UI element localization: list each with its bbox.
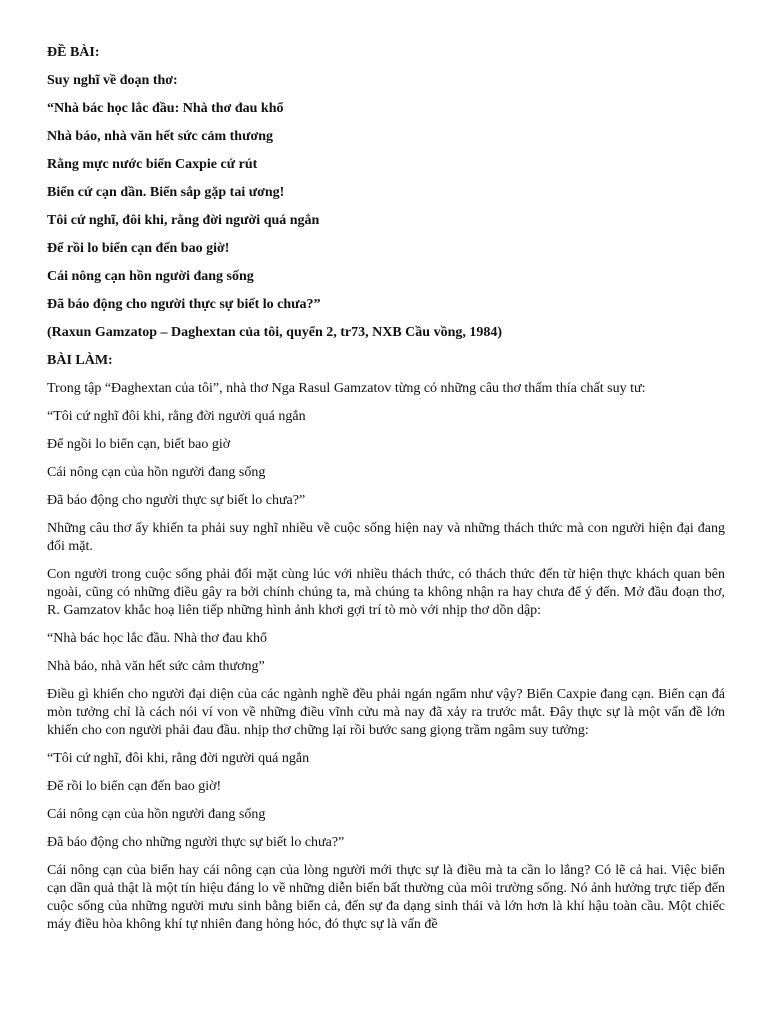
poem-citation: (Raxun Gamzatop – Daghextan của tôi, quyển 2, tr73, NXB Cầu vồng, 1984) <box>47 325 503 340</box>
quote-line: Cái nông cạn của hồn người đang sống <box>47 465 266 480</box>
quote-line: “Tôi cứ nghĩ, đôi khi, rằng đời người quá ngắn <box>47 751 310 766</box>
poem-line-8: Đã báo động cho người thực sự biết lo chưa?” <box>47 297 321 312</box>
poem-line-1: “Nhà bác học lắc đầu: Nhà thơ đau khổ <box>47 101 284 116</box>
body-paragraph: Con người trong cuộc sống phải đối mặt cùng lúc với nhiều thách thức, có thách thức đến từ hiện thực khách quan bên ngoài, cũng có những điều gây ra bởi chính chúng ta, mà chúng ta không nhận ra hay chưa để ý đến. Mở đầu đoạn thơ, R. Gamzatov khắc hoạ liên tiếp những hình ảnh khơi gợi trí tò mò với nhịp thơ dồn dập: <box>47 567 725 618</box>
document-body <box>47 44 725 944</box>
quote-line: Để ngồi lo biển cạn, biết bao giờ <box>47 437 231 452</box>
heading-de-bai: ĐỀ BÀI: <box>47 45 100 60</box>
heading-bai-lam: BÀI LÀM: <box>47 353 113 368</box>
quote-line: Đã báo động cho những người thực sự biết lo chưa?” <box>47 835 345 850</box>
poem-line-3: Rằng mực nước biển Caxpie cứ rút <box>47 157 258 172</box>
poem-line-6: Để rồi lo biển cạn đến bao giờ! <box>47 241 230 256</box>
body-paragraph: Cái nông cạn của biển hay cái nông cạn của lòng người mới thực sự là điều mà ta cần lo lắng? Có lẽ cả hai. Việc biển cạn dần quả thật là một tín hiệu đáng lo về những diễn biến bất thường của môi trường sống. Nó ảnh hưởng trực tiếp đến cuộc sống của những người mưu sinh bằng biển cả, đến sự đa dạng sinh thái và lớn hơn là khí hậu toàn cầu. Một chiếc máy điều hòa không khí tự nhiên đang hỏng hóc, đó thực sự là vấn đề <box>47 863 725 932</box>
poem-line-2: Nhà báo, nhà văn hết sức cảm thương <box>47 129 274 144</box>
poem-line-7: Cái nông cạn hồn người đang sống <box>47 269 254 284</box>
quote-line: Nhà báo, nhà văn hết sức cảm thương” <box>47 659 265 674</box>
body-paragraph: Điều gì khiến cho người đại diện của các ngành nghề đều phải ngán ngẩm như vậy? Biển Caxpie đang cạn. Biển cạn đá mòn tưởng chỉ là cách nói ví von về những điều vĩnh cửu mà nay đã xảy ra trước mắt. Đây thực sự là một vấn đề lớn khiến cho con người phải đau đầu. nhịp thơ chững lại rồi bước sang giọng trầm ngâm suy tưởng: <box>47 687 725 738</box>
intro-paragraph: Trong tập “Đaghextan của tôi”, nhà thơ Nga Rasul Gamzatov từng có những câu thơ thấm thía chất suy tư: <box>47 381 646 396</box>
prompt-line: Suy nghĩ về đoạn thơ: <box>47 73 178 88</box>
quote-line: Để rồi lo biển cạn đến bao giờ! <box>47 779 222 794</box>
quote-line: Cái nông cạn của hồn người đang sống <box>47 807 266 822</box>
poem-line-5: Tôi cứ nghĩ, đôi khi, rằng đời người quá ngắn <box>47 213 320 228</box>
quote-line: “Nhà bác học lắc đầu. Nhà thơ đau khổ <box>47 631 268 646</box>
poem-line-4: Biển cứ cạn dần. Biển sắp gặp tai ương! <box>47 185 285 200</box>
body-paragraph: Những câu thơ ấy khiến ta phải suy nghĩ nhiều về cuộc sống hiện nay và những thách thức mà con người hiện đại đang đối mặt. <box>47 521 725 554</box>
quote-line: Đã báo động cho người thực sự biết lo chưa?” <box>47 493 306 508</box>
quote-line: “Tôi cứ nghĩ đôi khi, rằng đời người quá ngắn <box>47 409 306 424</box>
